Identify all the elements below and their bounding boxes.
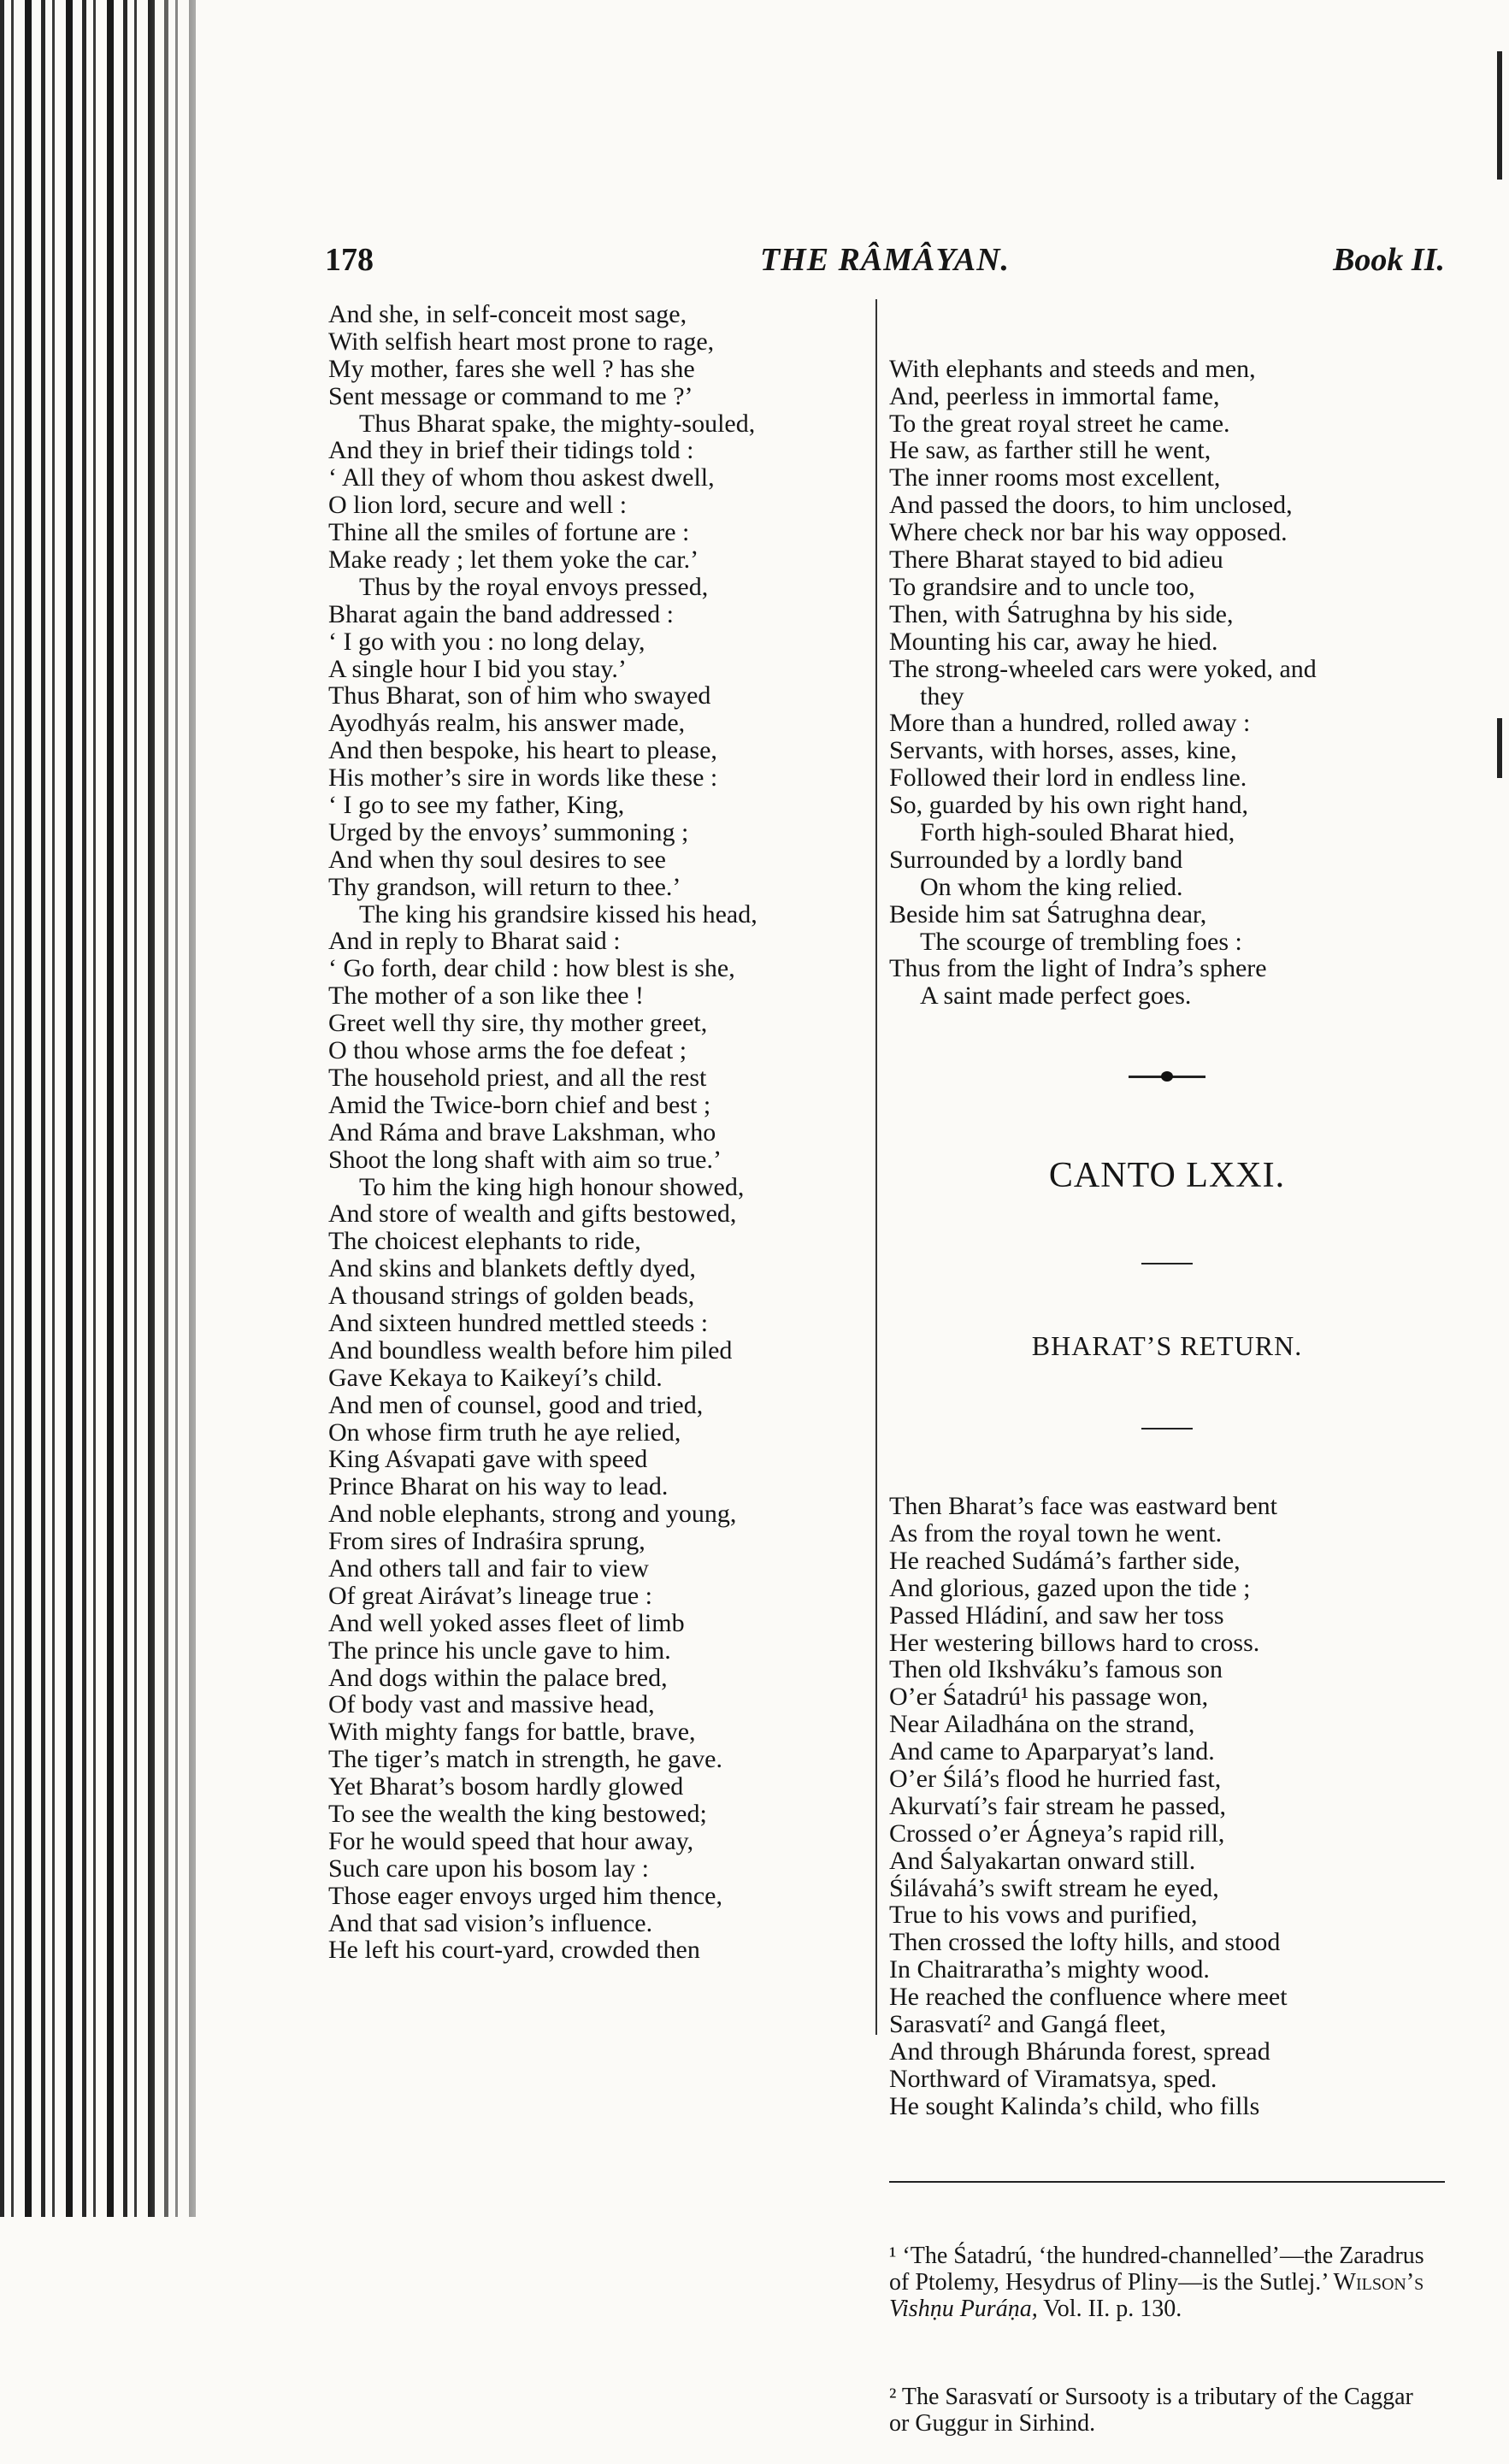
verse-line: Then Bharat’s face was eastward bent (889, 1492, 1277, 1521)
verse-line: Sarasvatí² and Gangá fleet, (889, 2009, 1166, 2038)
page-number: 178 (325, 242, 374, 278)
verse-line: There Bharat stayed to bid adieu (889, 545, 1223, 575)
verse-line: He reached the confluence where meet (889, 1983, 1288, 2012)
verse-line: He saw, as farther still he went, (889, 436, 1211, 465)
verse-line: ‘ Go forth, dear child : how blest is she, (328, 954, 735, 983)
scan-edge-mark (1497, 718, 1502, 778)
canto-title: CANTO LXXI. (1048, 1155, 1286, 1195)
verse-line: ‘ I go to see my father, King, (328, 791, 625, 820)
verse-line: Thy grandson, will return to thee.’ (328, 872, 681, 901)
verse-line: And, peerless in immortal fame, (889, 381, 1220, 410)
verse-line: Prince Bharat on his way to lead. (328, 1472, 669, 1501)
verse-line: ‘ All they of whom thou askest dwell, (328, 463, 715, 492)
verse-line: My mother, fares she well ? has she (328, 354, 695, 383)
verse-line: And then bespoke, his heart to please, (328, 736, 717, 765)
verse-line: And she, in self-conceit most sage, (328, 300, 687, 328)
verse-line: And others tall and fair to view (328, 1553, 649, 1583)
verse-line: Shoot the long shaft with aim so true.’ (328, 1145, 722, 1174)
verse-line: Urged by the envoys’ summoning ; (328, 817, 689, 846)
footnote-1-text: ¹ ‘The Śatadrú, ‘the hundred-channelled’—the Zaradrus of Ptolemy, Hesydrus of Pliny—is the Sutlej.’ (889, 2243, 1424, 2296)
verse-line: And that sad vision’s influence. (328, 1908, 653, 1937)
verse-line: Make ready ; let them yoke the car.’ (328, 545, 699, 575)
verse-line: Surrounded by a lordly band (889, 845, 1183, 874)
verse-line: they (920, 681, 964, 710)
verse-line: Northward of Viramatsya, sped. (889, 2064, 1217, 2093)
verse-line: Sent message or command to me ?’ (328, 381, 693, 410)
verse-line: Thus from the light of Indra’s sphere (889, 954, 1267, 983)
binding-shadow (145, 0, 222, 2217)
verse-line: Bharat again the band addressed : (328, 599, 675, 628)
verse-line: The tiger’s match in strength, he gave. (328, 1745, 722, 1774)
verse-line: Passed Hládiní, and saw her toss (889, 1600, 1224, 1630)
verse-line: And dogs within the palace bred, (328, 1663, 668, 1692)
verse-line: And noble elephants, strong and young, (328, 1500, 737, 1529)
verse-line: And boundless wealth before him piled (328, 1335, 733, 1365)
verse-line: He reached Sudámá’s farther side, (889, 1546, 1241, 1575)
verse-line: The scourge of trembling foes : (920, 927, 1242, 956)
book-label: Book II. (1333, 242, 1445, 278)
verse-line: And Ráma and brave Lakshman, who (328, 1117, 716, 1147)
right-column-verse-top (889, 356, 1445, 1010)
verse-line: And through Bhárunda forest, spread (889, 2037, 1270, 2066)
verse-line: King Aśvapati gave with speed (328, 1445, 648, 1474)
verse-line: Those eager envoys urged him thence, (328, 1881, 722, 1910)
verse-line: And when thy soul desires to see (328, 845, 666, 874)
verse-line: Of body vast and massive head, (328, 1690, 655, 1719)
verse-line: The choicest elephants to ride, (328, 1227, 641, 1256)
verse-line: The prince his uncle gave to him. (328, 1636, 671, 1665)
verse-line: Thus Bharat spake, the mighty-souled, (359, 409, 756, 438)
verse-line: To him the king high honour showed, (359, 1172, 745, 1201)
verse-line: With elephants and steeds and men, (889, 354, 1256, 383)
left-column (328, 301, 875, 1964)
verse-line: The king his grandsire kissed his head, (359, 899, 757, 928)
verse-line: Then crossed the lofty hills, and stood (889, 1928, 1281, 1957)
section-ornament (889, 1064, 1445, 1090)
subtitle-rule (889, 1419, 1445, 1438)
column-divider (875, 299, 877, 2035)
verse-line: A single hour I bid you stay.’ (328, 654, 627, 683)
verse-line: Followed their lord in endless line. (889, 763, 1247, 793)
verse-line: And Śalyakartan onward still. (889, 1846, 1196, 1875)
verse-line: The household priest, and all the rest (328, 1063, 707, 1092)
verse-line: As from the royal town he went. (889, 1518, 1223, 1547)
verse-line: Then, with Śatrughna by his side, (889, 599, 1234, 628)
verse-line: Of great Airávat’s lineage true : (328, 1581, 653, 1610)
verse-line: He left his court-yard, crowded then (328, 1936, 700, 1965)
verse-line: And store of wealth and gifts bestowed, (328, 1200, 737, 1229)
verse-line: On whom the king relied. (920, 872, 1183, 901)
verse-line: Yet Bharat’s bosom hardly glowed (328, 1772, 684, 1801)
verse-line: Ayodhyás realm, his answer made, (328, 709, 686, 738)
verse-line: To see the wealth the king bestowed; (328, 1799, 707, 1828)
verse-line: Thus Bharat, son of him who swayed (328, 681, 711, 710)
verse-line: On whose firm truth he aye relied, (328, 1418, 681, 1447)
verse-line: A thousand strings of golden beads, (328, 1282, 695, 1311)
footnote-2: ² The Sarasvatí or Sursooty is a tributary of the Caggar or Guggur in Sirhind. (889, 2383, 1413, 2437)
verse-line: O lion lord, secure and well : (328, 491, 628, 520)
verse-line: Where check nor bar his way opposed. (889, 518, 1288, 547)
footnote-1-suffix: Vol. II. p. 130. (1037, 2296, 1182, 2323)
canto-subtitle: BHARAT’S RETURN. (1031, 1330, 1303, 1362)
verse-line: Greet well thy sire, thy mother greet, (328, 1009, 708, 1038)
verse-line: From sires of Indraśira sprung, (328, 1527, 645, 1556)
verse-line: Thus by the royal envoys pressed, (359, 572, 709, 601)
right-column-verse-bottom (889, 1493, 1445, 2119)
verse-line: Mounting his car, away he hied. (889, 627, 1218, 656)
verse-line: Śilávahá’s swift stream he eyed, (889, 1873, 1219, 1902)
verse-line: To grandsire and to uncle too, (889, 572, 1195, 601)
verse-line: He sought Kalinda’s child, who fills (889, 2091, 1260, 2120)
verse-line: And came to Aparparyat’s land. (889, 1737, 1215, 1766)
verse-line: Near Ailadhána on the strand, (889, 1710, 1195, 1739)
verse-line: So, guarded by his own right hand, (889, 791, 1248, 820)
verse-line: Gave Kekaya to Kaikeyí’s child. (328, 1363, 663, 1392)
verse-line: True to his vows and purified, (889, 1901, 1198, 1930)
verse-line: Servants, with horses, asses, kine, (889, 736, 1237, 765)
verse-line: And in reply to Bharat said : (328, 927, 621, 956)
verse-line: Crossed o’er Ágneya’s rapid rill, (889, 1819, 1225, 1848)
verse-line: More than a hundred, rolled away : (889, 709, 1251, 738)
verse-line: Thine all the smiles of fortune are : (328, 518, 690, 547)
verse-line: His mother’s sire in words like these : (328, 763, 718, 793)
verse-line: The inner rooms most excellent, (889, 463, 1221, 492)
verse-line: And they in brief their tidings told : (328, 436, 694, 465)
verse-line: Such care upon his bosom lay : (328, 1854, 649, 1883)
verse-line: And men of counsel, good and tried, (328, 1390, 704, 1419)
verse-line: O thou whose arms the foe defeat ; (328, 1036, 687, 1065)
verse-line: And skins and blankets deftly dyed, (328, 1254, 696, 1283)
running-title: THE RÂMÂYAN. (759, 242, 1011, 278)
verse-line: For he would speed that hour away, (328, 1826, 694, 1855)
verse-line: A saint made perfect goes. (920, 981, 1192, 1011)
verse-line: Amid the Twice-born chief and best ; (328, 1090, 711, 1119)
verse-line: And sixteen hundred mettled steeds : (328, 1308, 709, 1337)
verse-line: The mother of a son like thee ! (328, 981, 645, 1011)
footnote-rule (889, 2174, 1445, 2188)
verse-line: In Chaitraratha’s mighty wood. (889, 1955, 1210, 1984)
footnote-1-author: Wilson’s (1333, 2269, 1424, 2296)
verse-line: O’er Śilá’s flood he hurried fast, (889, 1764, 1222, 1793)
verse-line: The strong-wheeled cars were yoked, and (889, 654, 1317, 683)
verse-line: Beside him sat Śatrughna dear, (889, 899, 1207, 928)
verse-line: Forth high-souled Bharat hied, (920, 817, 1235, 846)
verse-line: With selfish heart most prone to rage, (328, 327, 715, 356)
verse-line: ‘ I go with you : no long delay, (328, 627, 645, 656)
footnote-1-work: Vishṇu Puráṇa, (889, 2296, 1038, 2323)
verse-line: And glorious, gazed upon the tide ; (889, 1573, 1251, 1602)
verse-line: Her westering billows hard to cross. (889, 1628, 1260, 1657)
verse-line: Akurvatí’s fair stream he passed, (889, 1791, 1227, 1820)
verse-line: With mighty fangs for battle, brave, (328, 1718, 696, 1747)
verse-line: O’er Śatadrú¹ his passage won, (889, 1683, 1209, 1712)
verse-line: Then old Ikshváku’s famous son (889, 1655, 1223, 1684)
page-header (325, 241, 1445, 284)
footnote-1 (889, 2243, 1436, 2322)
scan-edge-mark (1497, 51, 1502, 180)
title-rule (889, 1254, 1445, 1273)
verse-line: And passed the doors, to him unclosed, (889, 491, 1293, 520)
right-column (889, 301, 1445, 2464)
verse-line: And well yoked asses fleet of limb (328, 1608, 685, 1637)
verse-line: To the great royal street he came. (889, 409, 1230, 438)
